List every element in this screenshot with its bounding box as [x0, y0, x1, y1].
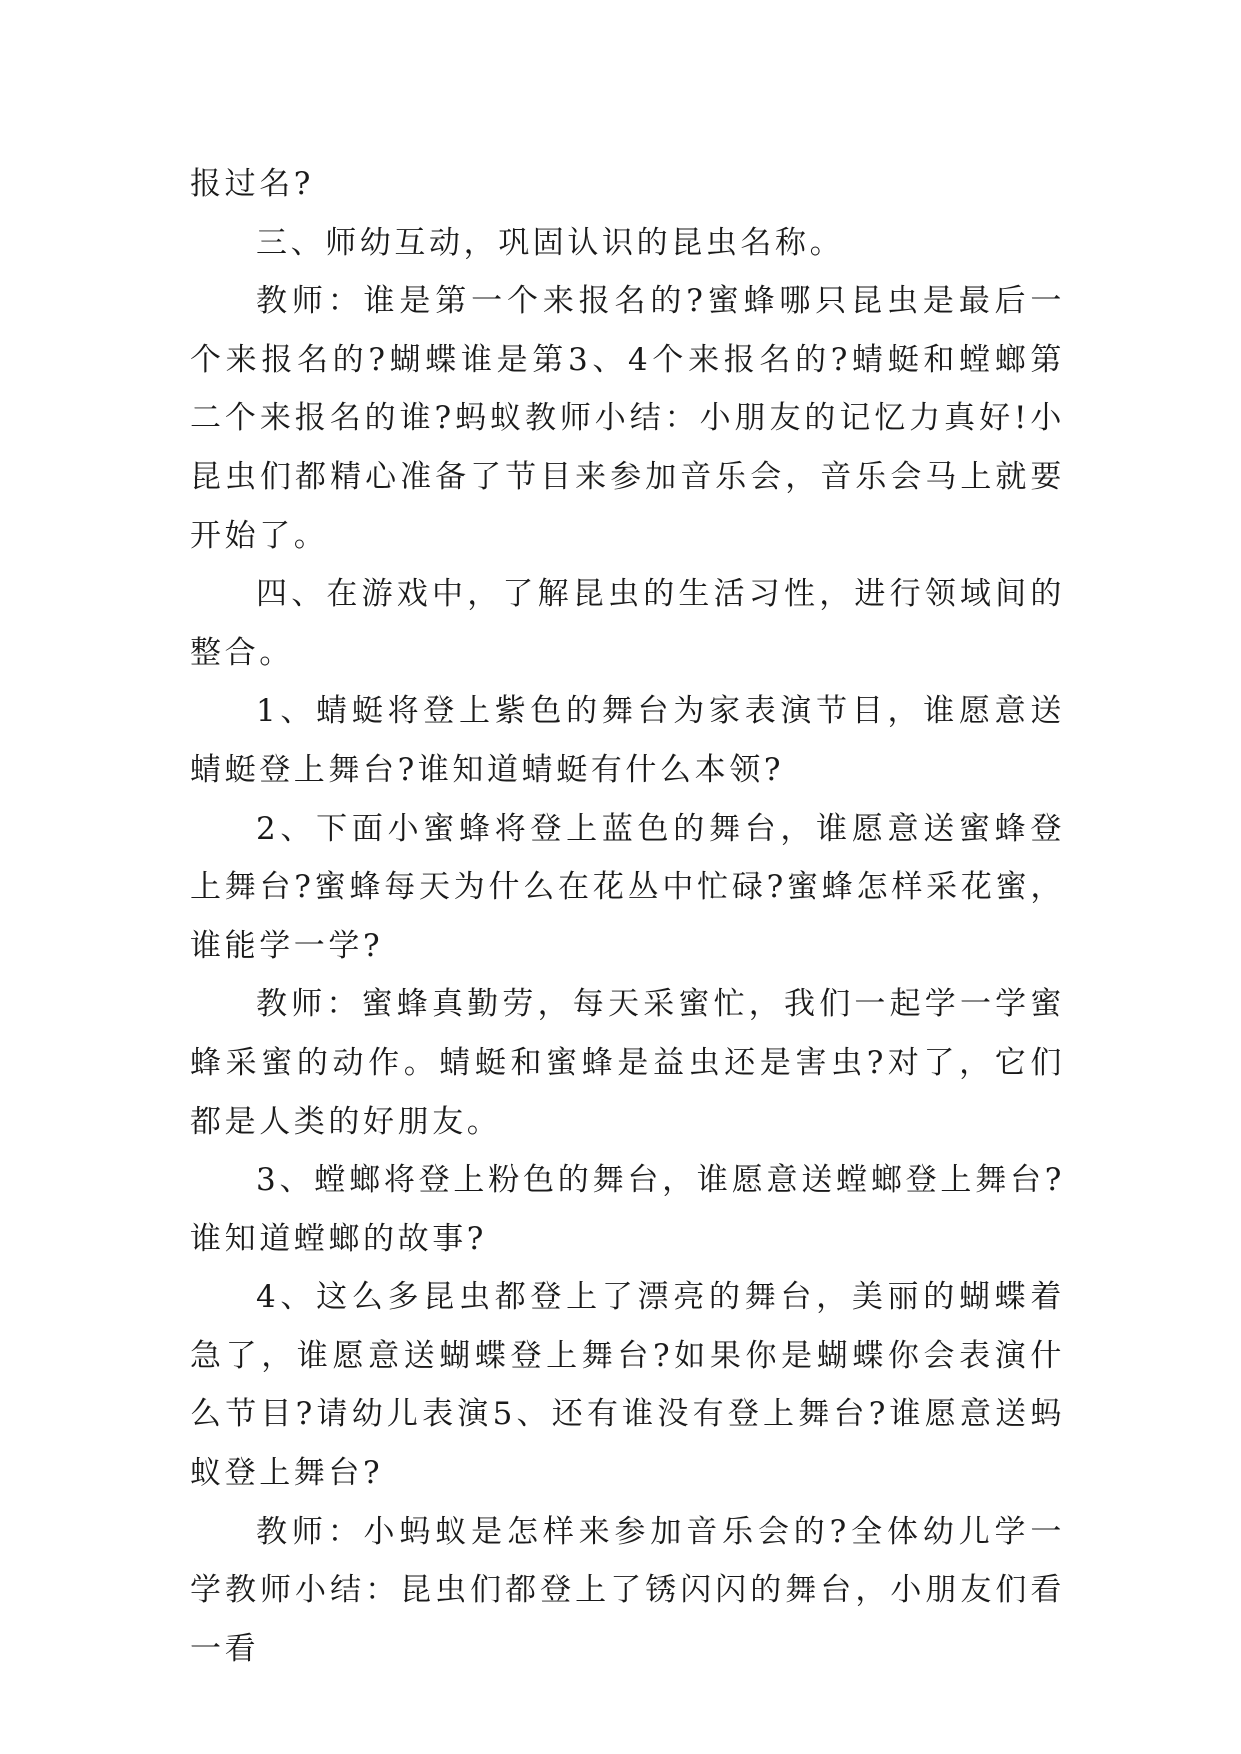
paragraph-10: 教师：小蚂蚁是怎样来参加音乐会的?全体幼儿学一学教师小结：昆虫们都登上了锈闪闪的舞台，小朋友们看一看: [190, 1513, 1065, 1667]
paragraph-6: 2、下面小蜜蜂将登上蓝色的舞台，谁愿意送蜜蜂登上舞台?蜜蜂每天为什么在花丛中忙碌?蜜蜂怎样采花蜜，谁能学一学?: [190, 810, 1065, 964]
paragraph-4: 四、在游戏中，了解昆虫的生活习性，进行领域间的整合。: [190, 576, 1065, 671]
document-body: [190, 155, 1065, 1678]
paragraph-2: 三、师幼互动，巩固认识的昆虫名称。: [256, 224, 845, 261]
paragraph-3: 教师：谁是第一个来报名的?蜜蜂哪只昆虫是最后一个来报名的?蝴蝶谁是第3、4个来报名的?蜻蜓和螳螂第二个来报名的谁?蚂蚁教师小结：小朋友的记忆力真好!小昆虫们都精心准备了节目来参加音乐会，音乐会马上就要开始了。: [190, 283, 1065, 554]
paragraph-8: 3、螳螂将登上粉色的舞台，谁愿意送螳螂登上舞台?谁知道螳螂的故事?: [190, 1162, 1065, 1257]
paragraph-1: 报过名?: [190, 166, 315, 202]
paragraph-9: 4、这么多昆虫都登上了漂亮的舞台，美丽的蝴蝶着急了，谁愿意送蝴蝶登上舞台?如果你是蝴蝶你会表演什么节目?请幼儿表演5、还有谁没有登上舞台?谁愿意送蚂蚁登上舞台?: [190, 1279, 1065, 1492]
paragraph-5: 1、蜻蜓将登上紫色的舞台为家表演节目，谁愿意送蜻蜓登上舞台?谁知道蜻蜓有什么本领?: [190, 693, 1065, 788]
paragraph-7: 教师：蜜蜂真勤劳，每天采蜜忙，我们一起学一学蜜蜂采蜜的动作。蜻蜓和蜜蜂是益虫还是害虫?对了，它们都是人类的好朋友。: [190, 986, 1065, 1140]
